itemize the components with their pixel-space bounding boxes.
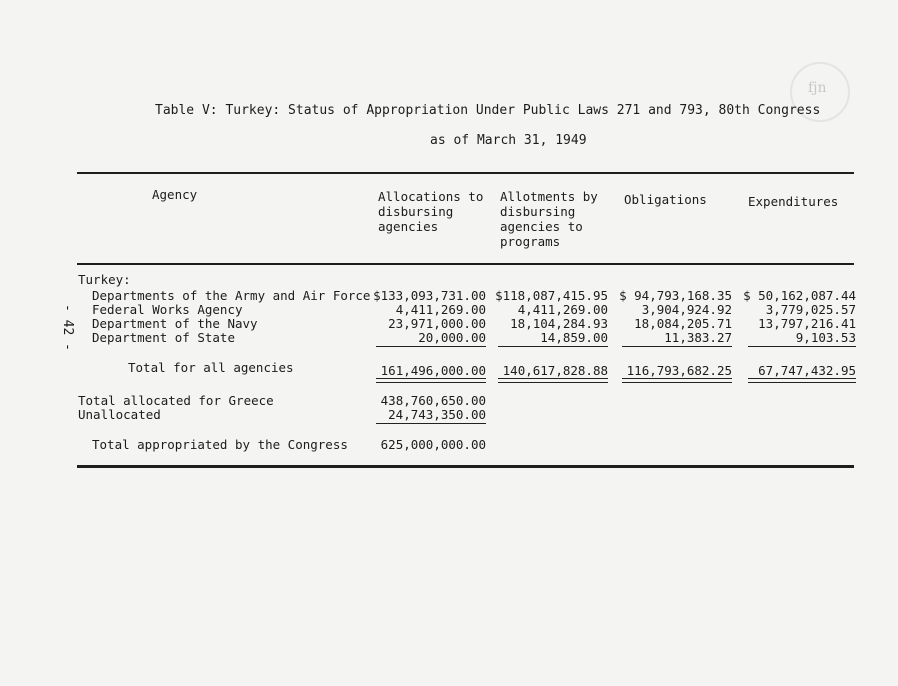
total-double-underline	[498, 378, 608, 383]
total-agencies-allotments: 140,617,828.88	[502, 363, 608, 378]
total-agencies-obligations: 116,793,682.25	[626, 363, 732, 378]
page-number: - 42 -	[59, 304, 75, 351]
total-congress-label: Total appropriated by the Congress	[92, 437, 348, 452]
top-rule	[77, 172, 854, 174]
header-agency: Agency	[152, 187, 198, 202]
row-expenditures: $ 50,162,087.44	[743, 288, 856, 303]
header-allotments-line1: Allotments by	[500, 189, 598, 204]
row-allotments: $118,087,415.95	[495, 288, 608, 303]
row-obligations: 3,904,924.92	[641, 302, 732, 317]
row-obligations: $ 94,793,168.35	[619, 288, 732, 303]
row-allocations: $133,093,731.00	[373, 288, 486, 303]
row-agency: Departments of the Army and Air Force	[92, 288, 371, 303]
row-agency: Department of State	[92, 330, 235, 345]
header-allotments-line3: agencies to	[500, 219, 583, 234]
subtotal-underline	[748, 346, 856, 347]
row-expenditures: 9,103.53	[795, 330, 856, 345]
unallocated-allocations: 24,743,350.00	[388, 407, 486, 422]
row-obligations: 18,084,205.71	[634, 316, 732, 331]
row-agency: Department of the Navy	[92, 316, 258, 331]
subtotal-underline	[376, 346, 486, 347]
header-allotments-line4: programs	[500, 234, 561, 249]
row-allocations: 23,971,000.00	[388, 316, 486, 331]
total-double-underline	[748, 378, 856, 383]
unallocated-underline	[376, 423, 486, 424]
total-congress-allocations: 625,000,000.00	[380, 437, 486, 452]
table-title: Table V: Turkey: Status of Appropriation Under Public Laws 271 and 793, 80th Congress	[155, 103, 821, 118]
header-allocations-line2: disbursing	[378, 204, 454, 219]
unallocated-label: Unallocated	[78, 407, 161, 422]
greece-allocations: 438,760,650.00	[380, 393, 486, 408]
header-allotments-line2: disbursing	[500, 204, 576, 219]
total-agencies-label: Total for all agencies	[128, 360, 294, 375]
subtotal-underline	[622, 346, 732, 347]
row-allotments: 14,859.00	[540, 330, 608, 345]
row-allotments: 4,411,269.00	[517, 302, 608, 317]
header-rule	[77, 263, 854, 265]
total-double-underline	[376, 378, 486, 383]
archive-stamp-initials: fjn	[808, 80, 827, 96]
row-expenditures: 3,779,025.57	[765, 302, 856, 317]
greece-label: Total allocated for Greece	[78, 393, 274, 408]
subtotal-underline	[498, 346, 608, 347]
row-expenditures: 13,797,216.41	[758, 316, 856, 331]
row-allotments: 18,104,284.93	[510, 316, 608, 331]
header-obligations: Obligations	[624, 192, 707, 207]
total-agencies-allocations: 161,496,000.00	[380, 363, 486, 378]
row-obligations: 11,383.27	[664, 330, 732, 345]
table-subtitle: as of March 31, 1949	[430, 133, 587, 148]
row-allocations: 4,411,269.00	[395, 302, 486, 317]
total-double-underline	[622, 378, 732, 383]
header-expenditures: Expenditures	[748, 194, 839, 209]
section-label-turkey: Turkey:	[78, 272, 131, 287]
row-agency: Federal Works Agency	[92, 302, 243, 317]
row-allocations: 20,000.00	[418, 330, 486, 345]
header-allocations-line3: agencies	[378, 219, 439, 234]
total-agencies-expenditures: 67,747,432.95	[758, 363, 856, 378]
header-allocations-line1: Allocations to	[378, 189, 484, 204]
bottom-rule	[77, 465, 854, 468]
